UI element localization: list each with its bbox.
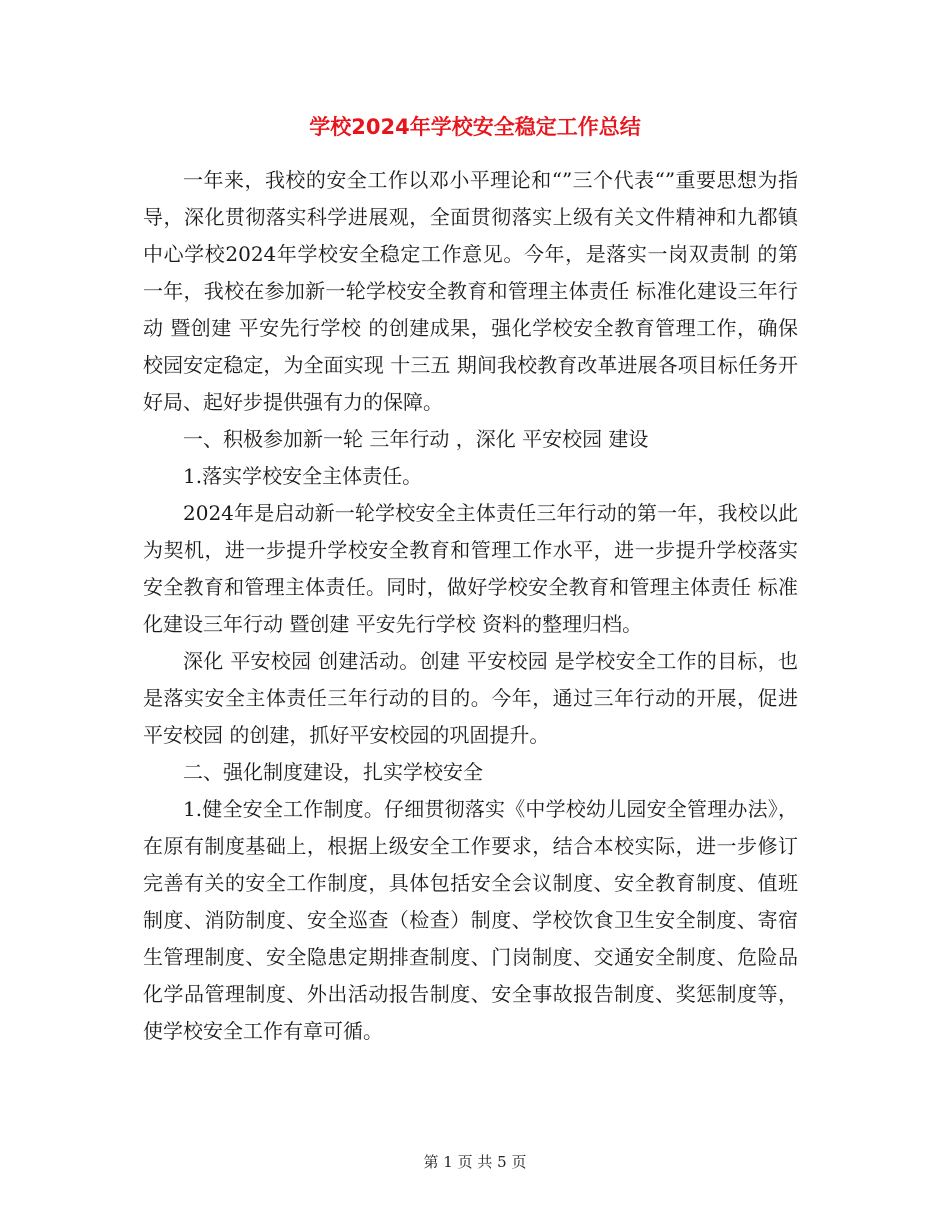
subheading-1-1: 1.落实学校安全主体责任。: [183, 464, 423, 488]
page-number-footer: 第 1 页 共 5 页: [423, 1153, 527, 1171]
document-title: 学校2024年学校安全稳定工作总结: [309, 115, 641, 139]
paragraph-intro: 一年来，我校的安全工作以邓小平理论和“”三个代表“”重要思想为指导，深化贯彻落实科学进展观，全面贯彻落实上级有关文件精神和九都镇中心学校2024年学校安全稳定工作意见。今年，是落实一岗双责制 的第一年，我校在参加新一轮学校安全教育和管理主体责任 标准化建设三年行动 暨创建 平安先行学校 的创建成果，强化学校安全教育管理工作，确保校园安定稳定，为全面实现 十三五 期间我校教育改革进展各项目标任务开好局、起好步提供强有力的保障。: [143, 168, 798, 414]
section-heading-2: 二、强化制度建设，扎实学校安全: [183, 760, 483, 784]
section-heading-1: 一、积极参加新一轮 三年行动 ，深化 平安校园 建设: [183, 427, 649, 451]
paragraph-1-2: 深化 平安校园 创建活动。创建 平安校园 是学校安全工作的目标，也是落实安全主体责任三年行动的目的。今年，通过三年行动的开展，促进 平安校园 的创建，抓好平安校园的巩固提升。: [143, 649, 798, 747]
paragraph-2-1: 1.健全安全工作制度。仔细贯彻落实《中学校幼儿园安全管理办法》，在原有制度基础上，根据上级安全工作要求，结合本校实际，进一步修订完善有关的安全工作制度，具体包括安全会议制度、安全教育制度、值班制度、消防制度、安全巡查（检查）制度、学校饮食卫生安全制度、寄宿生管理制度、安全隐患定期排查制度、门岗制度、交通安全制度、危险品化学品管理制度、外出活动报告制度、安全事故报告制度、奖惩制度等，使学校安全工作有章可循。: [143, 797, 798, 1043]
document-body: [143, 162, 798, 1050]
paragraph-1-1: 2024年是启动新一轮学校安全主体责任三年行动的第一年，我校以此为契机，进一步提升学校安全教育和管理工作水平，进一步提升学校落实安全教育和管理主体责任。同时，做好学校安全教育和管理主体责任 标准化建设三年行动 暨创建 平安先行学校 资料的整理归档。: [143, 501, 798, 636]
